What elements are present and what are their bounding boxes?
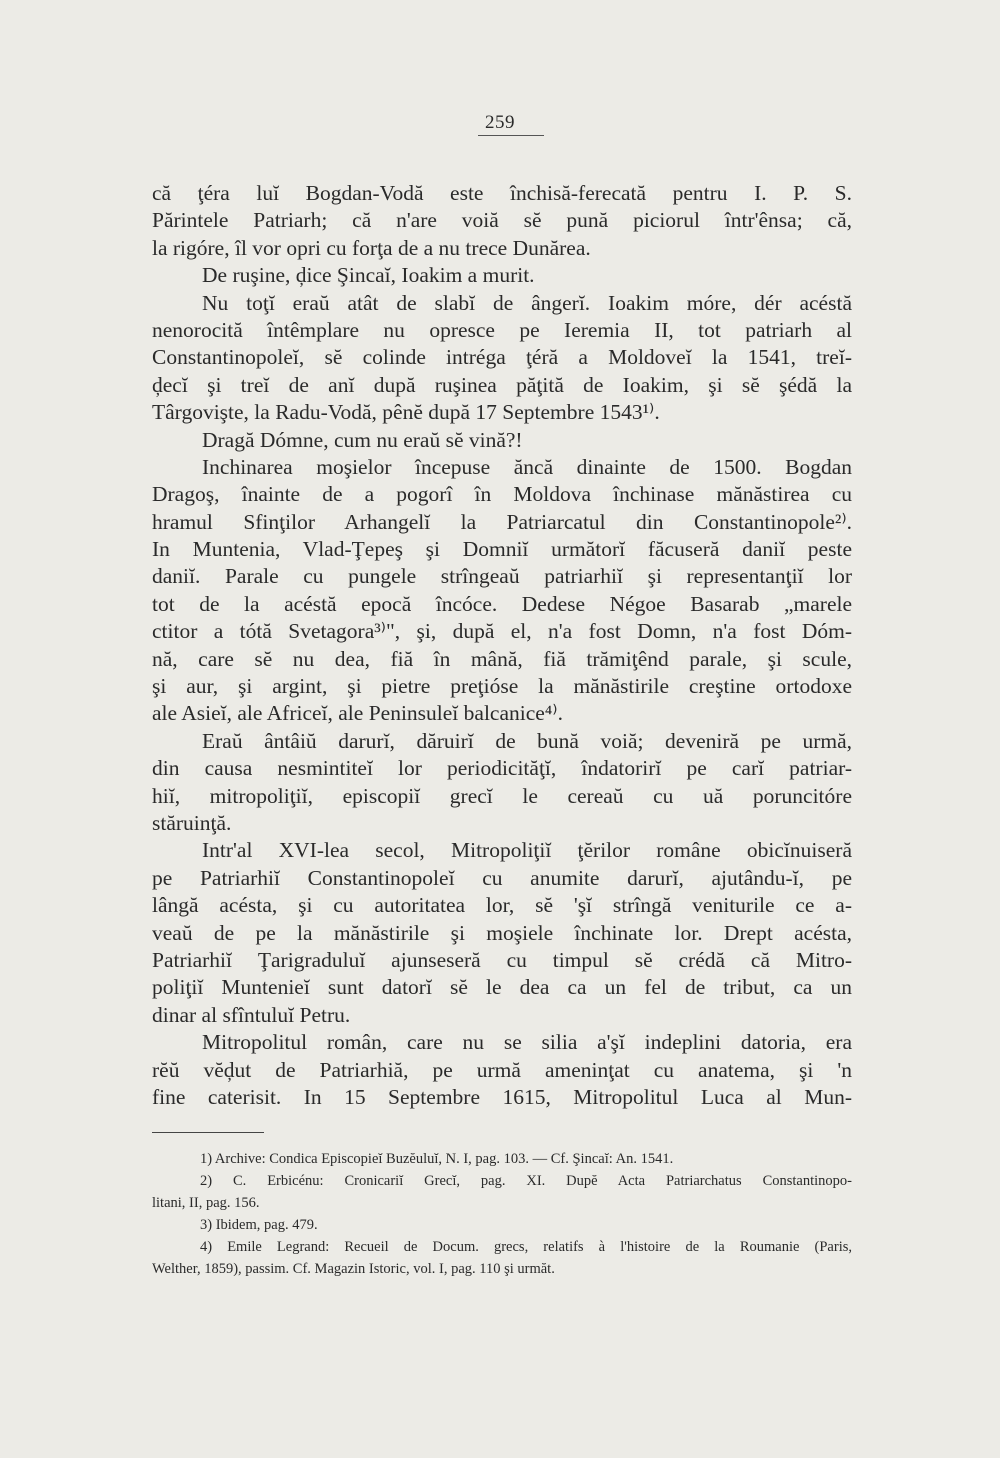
text-line: Mitropolitul român, care nu se silia a'şĭ indeplini datoria, era <box>202 1030 852 1055</box>
text-line: fine caterisit. In 15 Septembre 1615, Mitropolitul Luca al Mun- <box>152 1084 852 1109</box>
footnote-line: 4) Emile Legrand: Recueil de Docum. grecs, relatifs à l'histoire de la Roumanie (Paris, <box>200 1239 852 1255</box>
text-line: dinar al sfîntuluĭ Petru. <box>152 1002 351 1027</box>
text-line: poliţiĭ Munteniеĭ sunt datorĭ sĕ le dea ca un fel de tribut, ca un <box>152 975 852 1000</box>
text-line: pe Patriarhiĭ Constantinopoleĭ cu anumite darurĭ, ajutându-ĭ, pe <box>152 865 852 890</box>
text-line: veaŭ de pe la mănăstirile şi moşiele închinate lor. Drept acésta, <box>152 920 852 945</box>
text-line: De ruşine, ḑice Şincaĭ, Ioakim a murit. <box>202 263 535 288</box>
text-line: lângă acésta, şi cu autoritatea lor, sĕ 'şĭ strîngă veniturile ce a- <box>152 893 852 918</box>
text-line: Târgovişte, la Radu-Vodă, pênĕ după 17 Septembre 1543¹⁾. <box>152 400 660 425</box>
text-line: din causa nesmintiteĭ lor periodicităţĭ, îndatorirĭ pe carĭ patriar- <box>152 756 852 781</box>
text-line: rĕŭ vĕḑut de Patriarhiă, pe urmă ameninţat cu anatema, şi 'n <box>152 1057 852 1082</box>
text-line: Intr'al XVI-lea secol, Mitropoliţiĭ ţĕrilor române obicĭnuiseră <box>202 838 852 863</box>
text-line: şi aur, şi argint, şi pietre preţióse la mănăstirile creştine ortodoxe <box>152 674 852 699</box>
text-line: Constantinopoleĭ, sĕ colinde intréga ţéră a Moldoveĭ la 1541, treĭ- <box>152 345 852 370</box>
footnote-rule <box>152 1132 264 1133</box>
text-line: Nu toţĭ eraŭ atât de slabĭ de ângerĭ. Ioakim móre, dér acéstă <box>202 290 852 315</box>
text-line: hiĭ, mitropoliţiĭ, episcopiĭ grecĭ le cereaŭ cu uă poruncitóre <box>152 783 852 808</box>
body-text <box>152 180 852 1111</box>
text-line: Eraŭ ântâiŭ darurĭ, dăruirĭ de bună voiă; deveniră pe urmă, <box>202 728 852 753</box>
footnote-line: 1) Archive: Condica Episcopieĭ Buzĕuluĭ, N. I, pag. 103. — Cf. Şincaĭ: An. 1541. <box>200 1151 674 1167</box>
footnote-line: 3) Ibidem, pag. 479. <box>200 1217 318 1233</box>
text-line: daniĭ. Parale cu pungele strîngeaŭ patriarhiĭ şi representanţiĭ lor <box>152 564 852 589</box>
text-line: tot de la acéstă epocă încóce. Dedese Négoe Basarab „marele <box>152 591 852 616</box>
text-line: Părintele Patriarh; că n'are voiă sĕ pună piciorul într'ênsa; că, <box>152 208 852 233</box>
text-line: ḑecĭ şi treĭ de anĭ după ruşinea păţită de Ioakim, şi sĕ şédă la <box>152 372 852 397</box>
text-line: Dragă Dómne, cum nu eraŭ sĕ vină?! <box>202 427 523 452</box>
text-line: că ţéra luĭ Bogdan-Vodă este închisă-ferecată pentru I. P. S. <box>152 181 852 205</box>
text-line: In Muntenia, Vlad-Ţepeş şi Domniĭ următorĭ făcuseră daniĭ peste <box>152 537 852 562</box>
text-line: nenorocită întêmplare nu opresce pe Ieremia II, tot patriarh al <box>152 317 852 342</box>
text-line: hramul Sfinţilor Arhangelĭ la Patriarcatul din Constantinopole²⁾. <box>152 509 852 534</box>
text-line: Inchinarea moşielor începuse ăncă dinainte de 1500. Bogdan <box>202 454 852 479</box>
text-line: la rigóre, îl vor opri cu forţa de a nu trece Dunărea. <box>152 235 591 260</box>
page-number-rule <box>478 135 544 136</box>
text-line: ale Asieĭ, ale Africeĭ, ale Peninsuleĭ balcanice⁴⁾. <box>152 701 563 726</box>
text-line: Patriarhiĭ Ţarigraduluĭ ajunseseră cu timpul sĕ crédă că Mitro- <box>152 947 852 972</box>
footnotes <box>152 1148 852 1280</box>
footnote-line: Welther, 1859), passim. Cf. Magazin Istoric, vol. I, pag. 110 şi următ. <box>152 1261 555 1277</box>
text-line: stăruinţă. <box>152 810 232 835</box>
text-line: nă, care sĕ nu dea, fiă în mână, fiă trămiţênd parale, şi scule, <box>152 646 852 671</box>
text-line: ctitor a tótă Svetagora³⁾", şi, după el, n'a fost Domn, n'a fost Dóm- <box>152 619 852 644</box>
page-number: 259 <box>485 112 515 133</box>
footnote-line: 2) C. Erbicénu: Cronicariĭ Grecĭ, pag. XI. Dupĕ Acta Patriarchatus Constantinopo- <box>200 1173 852 1189</box>
text-line: Dragoş, înainte de a pogorî în Moldova închinase mănăstirea cu <box>152 482 852 507</box>
footnote-line: litani, II, pag. 156. <box>152 1195 260 1211</box>
